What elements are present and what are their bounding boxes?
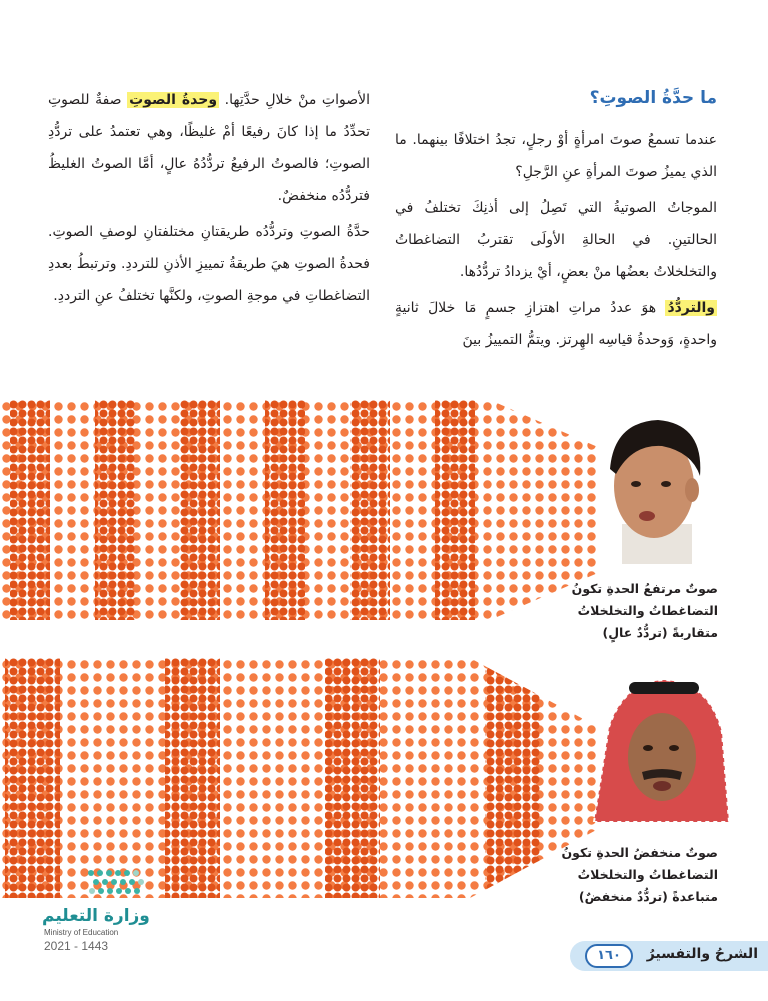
left-column	[48, 84, 370, 316]
section-heading: ما حدَّةُ الصوتِ؟	[589, 88, 717, 108]
caption-high-pitch	[508, 578, 718, 644]
highlight-pitch-term: وحدةُ الصوتِ	[129, 92, 218, 108]
highlight-frequency-term: والتردُّدُ	[667, 300, 715, 316]
caption-low-line2: التضاغطاتُ والتخلخلاتُ	[577, 867, 718, 882]
pitch-lead: الأصواتِ منْ خلالِ حدَّتِها.	[219, 92, 370, 108]
edition-year: 2021 - 1443	[44, 939, 109, 953]
paragraph-waves: الموجاتُ الصوتيةُ التي تَصِلُ إلى أذنِكَ تختلفُ في الحالتينِ. في الحالةِ الأولَى تقتربُ التضاغطاتُ والتخلخلاتُ بعضُها منْ بعضٍ، أيْ يزدادُ تردُّدُها.	[395, 200, 717, 280]
caption-high-line3: متقاربةً (تردُّدٌ عالٍ)	[602, 625, 718, 640]
boy-face-icon	[592, 414, 712, 564]
paragraph-pitch	[48, 84, 370, 212]
caption-low-line1: صوتٌ منخفضُ الحدةِ تكونُ	[561, 845, 718, 860]
right-column	[395, 84, 717, 360]
paragraph-intro: عندما تسمعُ صوتَ امرأةٍ أوْ رجلٍ، تجدُ اختلافًا بينهما. ما الذي يميزُ صوتَ المرأةِ عنِ الرَّجلِ؟	[395, 132, 717, 180]
man-shemagh-icon	[584, 672, 734, 822]
frequency-definition: هوَ عددُ مراتِ اهتزازِ جسمٍ مَا خلالَ ثانيةٍ واحدةٍ، وَوحدةُ قياسِه الهِرتز. ويتمُّ التمييزُ بينَ	[395, 300, 717, 348]
caption-low-line3: متباعدةً (تردُّدٌ منخفضٌ)	[578, 889, 718, 904]
caption-high-line1: صوتٌ مرتفعُ الحدةِ تكونُ	[571, 581, 718, 596]
ministry-name-ar: وزارة التعليم	[42, 906, 150, 926]
footer-section-title: الشرحُ والتفسيرُ	[646, 946, 758, 962]
paragraph-pitch-vs-frequency: حدَّةُ الصوتِ وتردُّدُه طريقتانِ مختلفتانِ لوصفِ الصوتِ. فحدةُ الصوتِ هيَ طريقةُ تمييزِ الأذنِ للترددِ. وترتبطُ بعددِ التضاغطاتِ في موجةِ الصوتِ، ولكنَّها تختلفُ عنِ الترددِ.	[48, 224, 370, 304]
caption-low-pitch	[508, 842, 718, 908]
paragraph-frequency	[395, 292, 717, 356]
caption-high-line2: التضاغطاتُ والتخلخلاتُ	[577, 603, 718, 618]
page-number: ١٦٠	[585, 944, 633, 968]
pitch-definition: صفةٌ للصوتِ تحدِّدُ ما إذا كانَ رفيعًا أمْ غليظًا، وهي تعتمدُ على تردُّدِ الصوتِ؛ فالصوتُ الرفيعُ تردُّدُهُ عالٍ، أمَّا الصوتُ الغليظُ فتردُّدُه منخفضٌ.	[48, 92, 370, 204]
ministry-name-en: Ministry of Education	[44, 928, 119, 937]
ministry-logo-icon	[86, 868, 146, 902]
